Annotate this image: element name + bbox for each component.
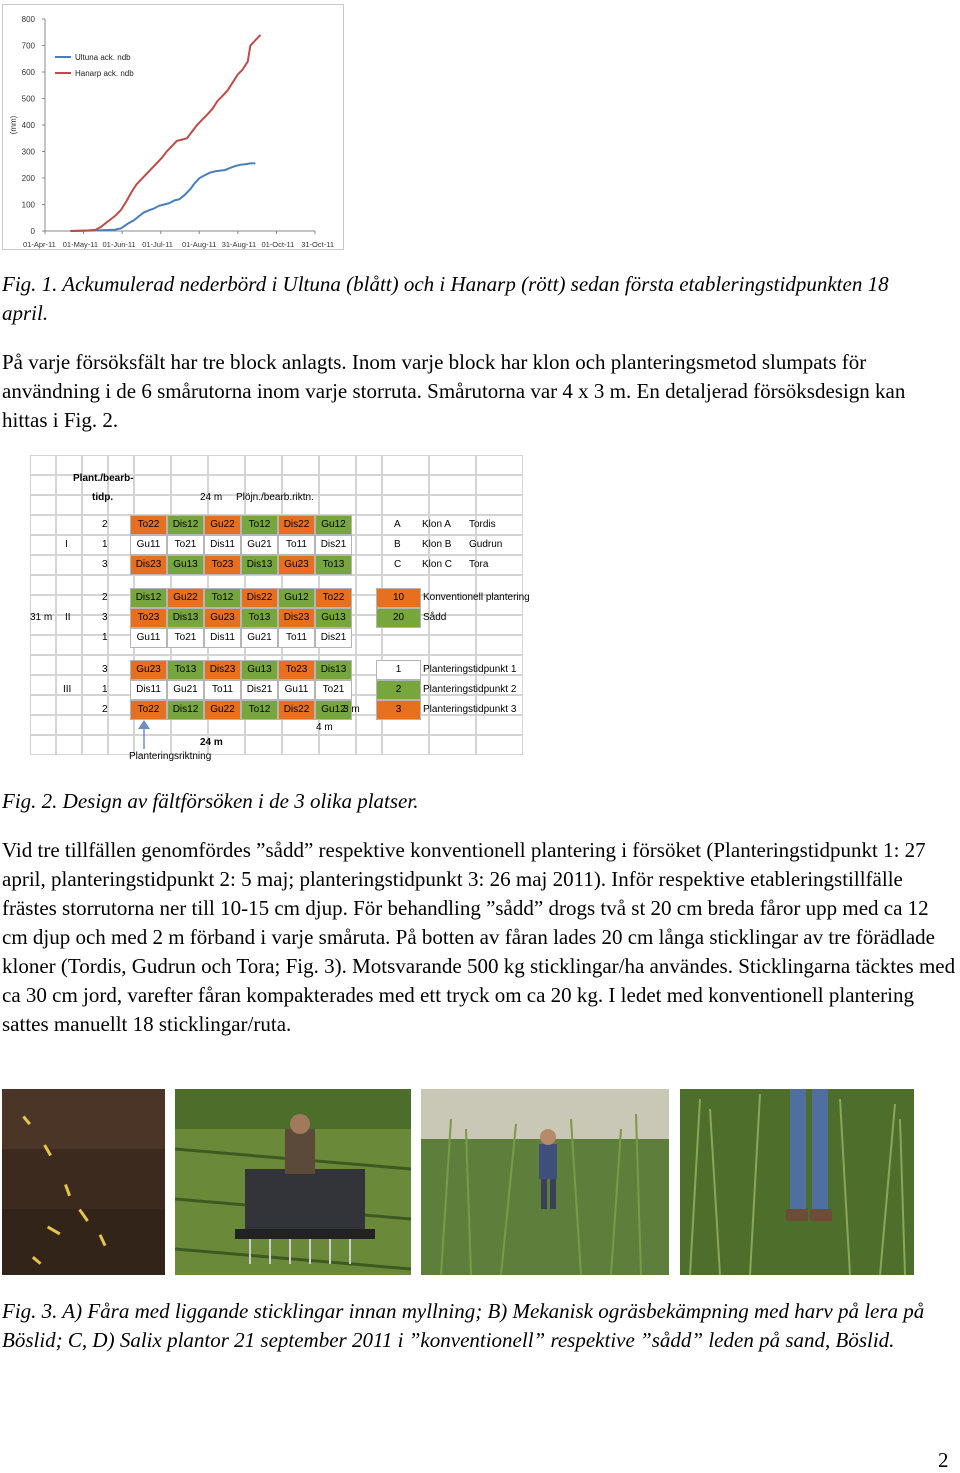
side-dimension-31m: 31 m: [30, 612, 53, 623]
plot-cell: To21: [167, 628, 204, 648]
grid-cell: [319, 495, 356, 515]
grid-cell: [356, 535, 382, 555]
grid-cell: [56, 655, 82, 675]
grid-cell: [30, 715, 56, 735]
plot-cell: Gu11: [130, 535, 167, 555]
grid-cell: [429, 475, 476, 495]
plot-cell: Dis22: [278, 700, 315, 720]
x-tick-label: 01-Aug-11: [181, 240, 217, 249]
row-number: 2: [102, 592, 108, 603]
plot-cell: Gu12: [315, 515, 352, 535]
bottom-24m: 24 m: [200, 737, 223, 748]
photo-c-salix-conventional: [421, 1089, 669, 1275]
header-tidp: tidp.: [92, 492, 114, 503]
row-number: 3: [102, 664, 108, 675]
dimension-4m: 4 m: [316, 722, 333, 733]
plot-cell: To23: [204, 555, 241, 575]
legend-time-label: Planteringstidpunkt 2: [423, 684, 517, 695]
planting-direction-arrow: [134, 719, 154, 749]
plot-cell: Dis23: [130, 555, 167, 575]
grid-cell: [134, 475, 171, 495]
y-tick-label: 200: [21, 174, 35, 183]
legend-time-label: Planteringstidpunkt 1: [423, 664, 517, 675]
plot-cell: To13: [167, 660, 204, 680]
dimension-3m: 3 m: [343, 704, 360, 715]
plot-cell: Gu11: [278, 680, 315, 700]
grid-cell: [429, 495, 476, 515]
plot-cell: Gu13: [167, 555, 204, 575]
grid-cell: [30, 655, 56, 675]
grid-cell: [56, 555, 82, 575]
x-tick-label: 01-Apr-11: [23, 240, 56, 249]
grid-cell: [356, 455, 382, 475]
plot-cell: To12: [241, 700, 278, 720]
plot-cell: Dis11: [204, 628, 241, 648]
chart-svg: [3, 5, 343, 249]
plot-cell: To13: [241, 608, 278, 628]
fig3-caption: Fig. 3. A) Fåra med liggande sticklingar innan myllning; B) Mekanisk ogräsbekämpning med harv på lera på Böslid; C, D) Salix plantor 21 september 2011 i ”konventionell” respektive ”sådd” leden på sand, Böslid.: [2, 1299, 925, 1352]
grid-cell: [82, 715, 108, 735]
plot-cell: Gu23: [278, 555, 315, 575]
header-plojn: Plöjn./bearb.riktn.: [236, 492, 314, 503]
plot-cell: To12: [241, 515, 278, 535]
grid-cell: [56, 695, 82, 715]
grid-cell: [171, 455, 208, 475]
plot-cell: Dis12: [167, 700, 204, 720]
plot-cell: Gu22: [167, 588, 204, 608]
plot-cell: Dis23: [204, 660, 241, 680]
y-tick-label: 500: [21, 94, 35, 104]
legend-method-code: 10: [376, 588, 421, 608]
legend-method-code: 20: [376, 608, 421, 628]
plot-cell: Gu21: [167, 680, 204, 700]
row-number: 1: [102, 539, 108, 550]
x-tick-label: 01-Jun-11: [102, 240, 136, 249]
header-24m: 24 m: [200, 492, 223, 503]
plot-cell: Dis22: [278, 515, 315, 535]
plot-cell: Dis12: [130, 588, 167, 608]
x-tick-label: 31-Oct-11: [301, 240, 335, 249]
grid-cell: [30, 635, 56, 655]
precipitation-chart: [2, 4, 344, 250]
series-line-ultuna: [70, 163, 255, 231]
grid-cell: [56, 515, 82, 535]
grid-cell: [429, 455, 476, 475]
x-tick-label: 01-May-11: [62, 240, 99, 249]
grid-cell: [30, 455, 56, 475]
block-label: III: [63, 684, 72, 695]
plot-cell: Dis13: [241, 555, 278, 575]
legend-clone-cultivar: Tora: [469, 559, 489, 570]
plot-cell: Gu13: [315, 608, 352, 628]
legend-time-code: 3: [376, 700, 421, 720]
plot-cell: To23: [278, 660, 315, 680]
grid-cell: [30, 735, 56, 755]
plot-cell: Dis11: [204, 535, 241, 555]
legend-clone-code: A: [394, 519, 401, 530]
legend-label-ultuna: Ultuna ack. ndb: [75, 53, 131, 62]
y-tick-label: 800: [21, 15, 35, 24]
photo-a-furrow-cuttings: [2, 1089, 165, 1275]
grid-cell: [356, 735, 382, 755]
legend-clone-name: Klon A: [422, 519, 451, 530]
row-number: 1: [102, 632, 108, 643]
grid-cell: [319, 455, 356, 475]
fig2-caption: Fig. 2. Design av fältförsöken i de 3 olika platser.: [2, 789, 419, 813]
grid-cell: [56, 735, 82, 755]
y-tick-label: 100: [21, 200, 35, 210]
plot-cell: To11: [204, 680, 241, 700]
grid-cell: [245, 455, 282, 475]
legend-method-label: Sådd: [423, 612, 447, 623]
legend-time-code: 2: [376, 680, 421, 700]
plot-cell: To12: [204, 588, 241, 608]
grid-cell: [30, 675, 56, 695]
row-number: 1: [102, 684, 108, 695]
grid-cell: [282, 455, 319, 475]
grid-cell: [319, 475, 356, 495]
legend-clone-name: Klon B: [422, 539, 452, 550]
grid-cell: [382, 475, 429, 495]
legend-time-label: Planteringstidpunkt 3: [423, 704, 517, 715]
row-number: 2: [102, 704, 108, 715]
y-tick-label: 300: [21, 147, 35, 157]
grid-cell: [30, 475, 56, 495]
plot-cell: To22: [130, 515, 167, 535]
plot-cell: Gu13: [241, 660, 278, 680]
plot-cell: To13: [315, 555, 352, 575]
grid-cell: [356, 495, 382, 515]
plot-cell: Gu12: [278, 588, 315, 608]
photo-b-harrow-tractor: [175, 1089, 411, 1275]
plot-cell: Dis21: [315, 535, 352, 555]
paragraph-1: På varje försöksfält har tre block anlagts. Inom varje block har klon och planteringsmetod slumpats för användning i de 6 smårutorna inom varje storruta. Smårutorna var 4 x 3 m. En detaljerad försöksdesign kan hittas i Fig. 2.: [2, 350, 906, 432]
grid-cell: [356, 515, 382, 535]
grid-cell: [30, 535, 56, 555]
legend-clone-name: Klon C: [422, 559, 453, 570]
grid-cell: [282, 735, 319, 755]
grid-cell: [56, 495, 82, 515]
grid-cell: [476, 495, 523, 515]
legend-clone-code: C: [394, 559, 402, 570]
grid-cell: [476, 635, 523, 655]
grid-cell: [476, 455, 523, 475]
photo-d-salix-sown: [680, 1089, 914, 1275]
plot-cell: To11: [278, 628, 315, 648]
paragraph-2: Vid tre tillfällen genomfördes ”sådd” respektive konventionell plantering i försöket (Planteringstidpunkt 1: 27 april, planteringstidpunkt 2: 5 maj; planteringstidpunkt 3: 26 maj 2011). Inför respektive etableringstillfälle frästes storrutorna ner till 10-15 cm djup. För behandling ”sådd” drogs två st 20 cm breda fåror upp med ca 12 cm djup och med 2 m förband i varje småruta. På botten av fåran lades 20 cm långa sticklingar av tre förädlade kloner (Tordis, Gudrun och Tora; Fig. 3). Motsvarande 500 kg sticklingar/ha användes. Sticklingarna täcktes med ca 30 cm jord, varefter fåran kompakterades med ett tryck om ca 20 kg. I ledet med konventionell plantering sattes manuellt 18 sticklingar/ruta.: [2, 838, 956, 1036]
legend-label-hanarp: Hanarp ack. ndb: [75, 69, 134, 78]
grid-cell: [30, 495, 56, 515]
grid-cell: [382, 495, 429, 515]
grid-cell: [476, 715, 523, 735]
grid-cell: [429, 635, 476, 655]
plot-cell: Gu21: [241, 535, 278, 555]
legend-clone-cultivar: Gudrun: [469, 539, 503, 550]
legend-clone-cultivar: Tordis: [469, 519, 496, 530]
legend-clone-code: B: [394, 539, 401, 550]
grid-cell: [429, 735, 476, 755]
y-axis-label: (mm): [9, 115, 18, 135]
grid-cell: [429, 715, 476, 735]
grid-cell: [56, 535, 82, 555]
grid-cell: [356, 555, 382, 575]
grid-cell: [30, 695, 56, 715]
plot-cell: Gu23: [204, 608, 241, 628]
grid-cell: [356, 475, 382, 495]
grid-cell: [30, 575, 56, 595]
x-tick-label: 01-Oct-11: [261, 240, 295, 249]
plot-cell: Dis22: [241, 588, 278, 608]
plot-cell: Dis12: [167, 515, 204, 535]
legend-time-code: 1: [376, 660, 421, 680]
row-number: 3: [102, 559, 108, 570]
row-number: 2: [102, 519, 108, 530]
grid-cell: [382, 635, 429, 655]
grid-cell: [30, 555, 56, 575]
plot-cell: Gu23: [130, 660, 167, 680]
plot-cell: Dis13: [167, 608, 204, 628]
y-tick-label: 700: [21, 41, 35, 51]
grid-cell: [134, 495, 171, 515]
grid-cell: [476, 735, 523, 755]
grid-cell: [382, 455, 429, 475]
grid-cell: [208, 455, 245, 475]
field-design-figure: [30, 455, 548, 765]
plot-cell: Dis21: [241, 680, 278, 700]
header-plant: Plant./bearb-: [73, 473, 134, 484]
plot-cell: Dis13: [315, 660, 352, 680]
series-line-hanarp: [70, 35, 260, 231]
plot-cell: To21: [167, 535, 204, 555]
plot-cell: To22: [315, 588, 352, 608]
plot-cell: To11: [278, 535, 315, 555]
plot-cell: Gu11: [130, 628, 167, 648]
row-number: 3: [102, 612, 108, 623]
plot-cell: To21: [315, 680, 352, 700]
planting-direction-label: Planteringsriktning: [129, 751, 212, 762]
grid-cell: [134, 455, 171, 475]
plot-cell: Dis21: [315, 628, 352, 648]
block-label: II: [65, 612, 71, 623]
y-tick-label: 600: [21, 68, 35, 77]
grid-cell: [476, 615, 523, 635]
x-tick-label: 01-Jul-11: [142, 240, 173, 249]
plot-cell: Gu22: [204, 515, 241, 535]
grid-cell: [356, 635, 382, 655]
plot-cell: Gu12: [315, 700, 352, 720]
plot-cell: Dis23: [278, 608, 315, 628]
grid-cell: [56, 635, 82, 655]
grid-cell: [56, 575, 82, 595]
grid-cell: [56, 715, 82, 735]
block-label: I: [65, 539, 68, 550]
grid-cell: [382, 735, 429, 755]
page-number: 2: [938, 1448, 949, 1472]
legend-method-label: Konventionell plantering: [423, 592, 530, 603]
x-tick-label: 31-Aug-11: [221, 240, 257, 249]
plot-cell: Gu22: [204, 700, 241, 720]
grid-cell: [319, 735, 356, 755]
fig1-caption: Fig. 1. Ackumulerad nederbörd i Ultuna (blått) och i Hanarp (rött) sedan första etableringstidpunkten 18 april.: [2, 272, 889, 325]
plot-cell: To23: [130, 608, 167, 628]
grid-cell: [245, 735, 282, 755]
plot-cell: To22: [130, 700, 167, 720]
grid-cell: [30, 515, 56, 535]
grid-cell: [476, 475, 523, 495]
y-tick-label: 0: [30, 227, 35, 236]
plot-cell: Dis11: [130, 680, 167, 700]
y-tick-label: 400: [21, 121, 35, 130]
plot-cell: Gu21: [241, 628, 278, 648]
grid-cell: [82, 735, 108, 755]
